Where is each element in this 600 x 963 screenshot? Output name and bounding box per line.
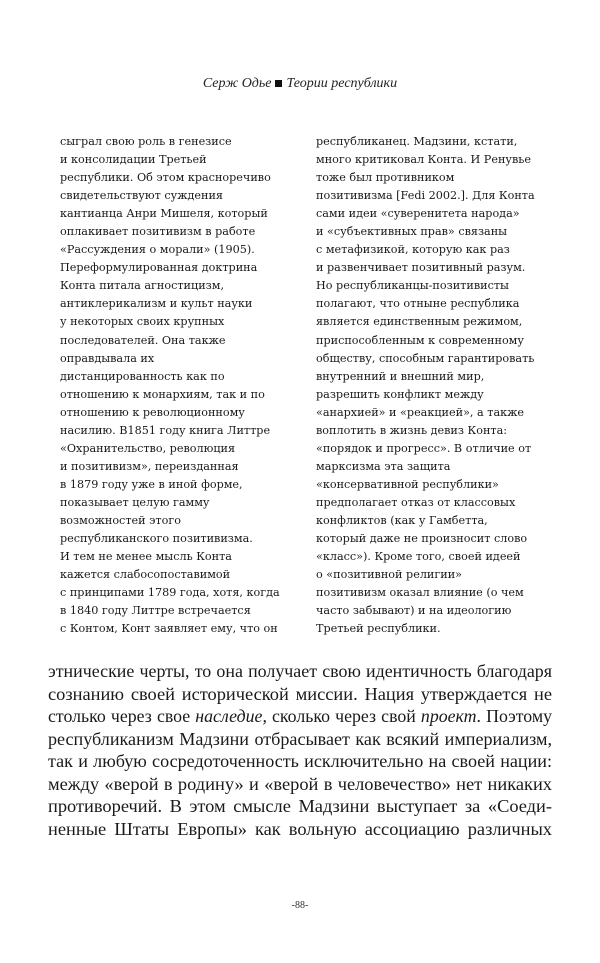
emphasis-project: проект — [420, 706, 477, 726]
text-line: воплотить в жизнь девиз Конта: — [316, 423, 508, 437]
text-segment: . Поэтому — [476, 706, 553, 726]
text-line: и развенчивает позитивный разум. — [316, 261, 526, 275]
text-line: республики. Об этом красноречиво — [60, 171, 271, 185]
text-line: этнические черты, то она получает свою идентичность благодаря — [48, 661, 552, 681]
text-line: «анархией» и «реакцией», а также — [316, 405, 525, 419]
text-line: республиканец. Мадзини, кстати, — [316, 135, 518, 148]
text-line: отношению к революционному — [60, 405, 245, 419]
text-line: кантианца Анри Мишеля, который — [60, 207, 268, 221]
text-line: оплакивает позитивизм в работе — [60, 225, 256, 239]
text-segment: столько через свое — [48, 706, 196, 726]
text-line: марксизма эта защита — [316, 459, 451, 473]
header-author: Серж Одье — [202, 76, 272, 91]
text-line: республиканизм Мадзини отбрасывает как всякий империализм, — [48, 728, 552, 749]
text-line: «класс»). Кроме того, своей идеей — [316, 550, 521, 564]
text-line: Третьей республики. — [316, 622, 441, 636]
text-line: «консервативной республики» — [316, 477, 499, 491]
text-line: свидетельствуют суждения — [60, 189, 223, 203]
text-line: конфликтов (как у Гамбетта, — [316, 513, 488, 527]
text-line: разрешить конфликт между — [316, 387, 484, 401]
left-column — [60, 133, 280, 638]
text-line: показывает целую гамму — [60, 495, 210, 509]
text-line: Конта питала агностицизм, — [60, 279, 225, 293]
text-line: позитивизма [Fedi 2002.]. Для Конта — [316, 189, 535, 203]
text-line: полагают, что отныне республика — [316, 297, 520, 311]
text-line: дистанцированность как по — [60, 369, 225, 383]
body-paragraph — [48, 660, 552, 840]
text-line: о «позитивной религии» — [316, 568, 463, 582]
text-line: Переформулированная доктрина — [60, 261, 258, 275]
text-line: в 1840 году Литтре встречается — [60, 604, 251, 618]
text-line: обществу, способным гарантировать — [316, 351, 535, 365]
text-line: и консолидации Третьей — [60, 153, 207, 167]
text-line: последователей. Она также — [60, 333, 226, 347]
text-line: в 1879 году уже в иной форме, — [60, 477, 243, 491]
text-line: сознанию своей исторической миссии. Нация утверждается не — [48, 683, 552, 704]
text-line: Но республиканцы-позитивисты — [316, 279, 509, 293]
text-line: и «субъективных прав» связаны — [316, 225, 508, 239]
text-line: ненные Штаты Европы» как вольную ассоциацию различных — [48, 818, 552, 839]
header-title: Теории республики — [286, 76, 398, 91]
square-separator-icon — [275, 80, 282, 87]
running-header — [0, 76, 600, 92]
text-line: предполагает отказ от классовых — [316, 495, 516, 509]
text-line: много критиковал Конта. И Ренувье — [316, 153, 531, 167]
text-line: возможностей этого — [60, 513, 181, 527]
text-line: тоже был противником — [316, 171, 455, 185]
text-line: антиклерикализм и культ науки — [60, 297, 253, 311]
page-number: -88- — [291, 900, 309, 911]
text-line: позитивизм оказал влияние (о чем — [316, 586, 524, 600]
text-line: отношению к монархиям, так и по — [60, 387, 265, 401]
text-line: оправдывала их — [60, 351, 155, 365]
text-line: противоречий. В этом смысле Мадзини выступает за «Соеди- — [48, 796, 552, 816]
emphasis-heritage: наследие, — [195, 706, 267, 726]
text-line: является единственным режимом, — [316, 315, 523, 329]
text-line: республиканского позитивизма. — [60, 532, 253, 546]
text-line: «Рассуждения о морали» (1905). — [60, 243, 255, 257]
text-line: сами идеи «суверенитета народа» — [316, 207, 520, 221]
text-line: с принципами 1789 года, хотя, когда — [60, 586, 280, 600]
text-line: «Охранительство, революция — [60, 441, 236, 455]
text-line: который даже не произносит слово — [316, 532, 528, 546]
text-line: так и любую сосредоточенность исключительно на своей нации: — [48, 751, 552, 771]
text-line — [48, 705, 552, 728]
text-line: кажется слабосопоставимой — [60, 568, 231, 582]
text-line: насилию. В1851 году книга Литтре — [60, 423, 271, 437]
text-line: И тем не менее мысль Конта — [60, 550, 232, 564]
text-line: между «верой в родину» и «верой в человечество» нет никаких — [48, 773, 552, 794]
text-line: у некоторых своих крупных — [60, 315, 225, 329]
text-line: с метафизикой, которую как раз — [316, 243, 510, 257]
text-line: с Контом, Конт заявляет ему, что он — [60, 622, 278, 636]
text-line: приспособленным к современному — [316, 333, 524, 347]
text-line: «порядок и прогресс». В отличие от — [316, 441, 532, 455]
text-line: часто забывают) и на идеологию — [316, 604, 512, 618]
text-line: внутренний и внешний мир, — [316, 369, 485, 383]
text-line: и позитивизм», переизданная — [60, 459, 239, 473]
text-line: сыграл свою роль в генезисе — [60, 135, 232, 148]
right-column — [316, 133, 536, 638]
text-segment: сколько через свой — [266, 706, 421, 726]
